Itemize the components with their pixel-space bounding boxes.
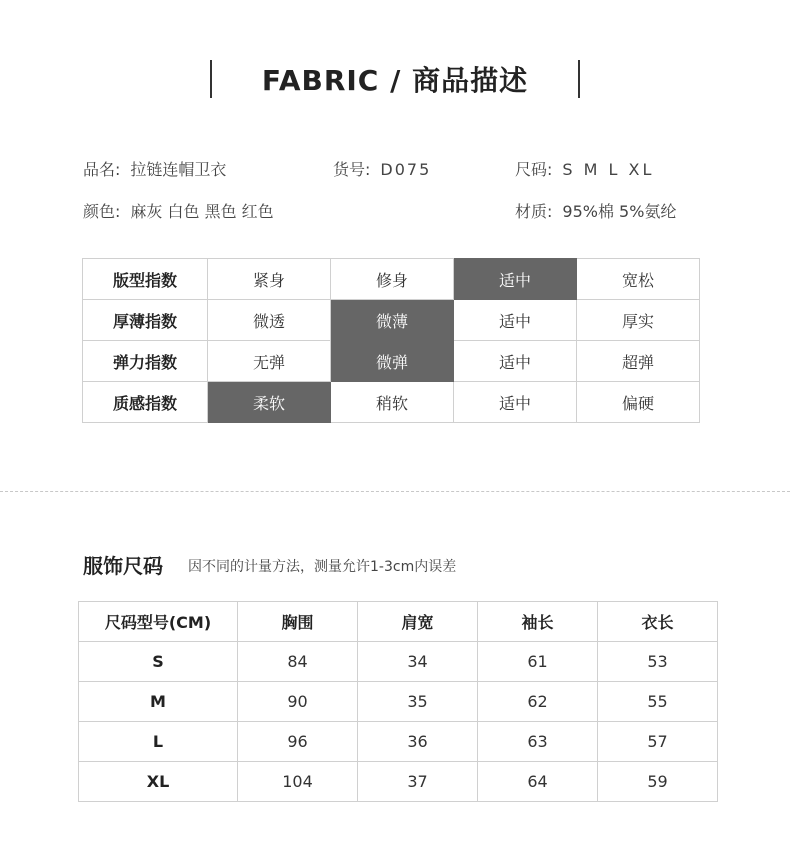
product-name-value: 拉链连帽卫衣 [130, 160, 227, 179]
index-option-selected: 微薄 [331, 300, 454, 341]
size-chart-cell: 104 [238, 762, 358, 802]
section-title [210, 60, 580, 98]
size-chart-cell: 35 [358, 682, 478, 722]
fabric-index-table [82, 258, 700, 423]
size-chart-table [78, 601, 718, 802]
index-option: 无弹 [208, 341, 331, 382]
index-row-label: 版型指数 [83, 259, 208, 300]
index-option: 宽松 [577, 259, 700, 300]
index-option: 适中 [454, 382, 577, 423]
size-chart-size-cell: L [79, 722, 238, 762]
size-chart-header: 袖长 [478, 602, 598, 642]
index-option: 微透 [208, 300, 331, 341]
product-color-value: 麻灰 白色 黑色 红色 [130, 202, 274, 221]
size-chart-header: 衣长 [598, 602, 718, 642]
index-option: 稍软 [331, 382, 454, 423]
size-chart-cell: 55 [598, 682, 718, 722]
product-material [515, 199, 676, 222]
size-chart-header: 肩宽 [358, 602, 478, 642]
size-chart-header: 尺码型号(CM) [79, 602, 238, 642]
size-chart-cell: 36 [358, 722, 478, 762]
size-chart-cell: 37 [358, 762, 478, 802]
size-chart-cell: 96 [238, 722, 358, 762]
size-chart-note: 因不同的计量方法，测量允许1-3cm内误差 [188, 559, 457, 575]
size-chart-row [79, 722, 718, 762]
size-chart-size-cell: S [79, 642, 238, 682]
product-color-label: 颜色: [83, 202, 121, 221]
product-sku [333, 157, 431, 180]
size-chart-size-cell: M [79, 682, 238, 722]
product-sku-label: 货号: [333, 160, 371, 179]
index-row [83, 341, 700, 382]
size-chart-cell: 64 [478, 762, 598, 802]
index-option-selected: 柔软 [208, 382, 331, 423]
index-row [83, 259, 700, 300]
size-chart-cell: 63 [478, 722, 598, 762]
index-option-selected: 微弹 [331, 341, 454, 382]
product-name-label: 品名: [83, 160, 121, 179]
index-option: 偏硬 [577, 382, 700, 423]
product-size-label: 尺码: [515, 160, 553, 179]
index-row-label: 弹力指数 [83, 341, 208, 382]
product-size-value: S M L XL [562, 160, 655, 179]
size-chart-cell: 34 [358, 642, 478, 682]
size-chart-size-cell: XL [79, 762, 238, 802]
title-divider-left [210, 60, 212, 98]
index-option: 厚实 [577, 300, 700, 341]
product-material-label: 材质: [515, 202, 553, 221]
size-chart-cell: 59 [598, 762, 718, 802]
size-chart-row [79, 682, 718, 722]
index-option: 紧身 [208, 259, 331, 300]
product-size [515, 157, 654, 180]
product-color [83, 199, 274, 222]
product-name [83, 157, 226, 180]
size-chart-header: 胸围 [238, 602, 358, 642]
product-material-value: 95%棉 5%氨纶 [562, 202, 677, 221]
page-title: FABRIC / 商品描述 [261, 64, 529, 97]
size-chart-row [79, 642, 718, 682]
index-row-label: 质感指数 [83, 382, 208, 423]
index-option: 修身 [331, 259, 454, 300]
index-row-label: 厚薄指数 [83, 300, 208, 341]
size-chart-cell: 57 [598, 722, 718, 762]
title-divider-right [578, 60, 580, 98]
size-chart-cell: 84 [238, 642, 358, 682]
index-option: 超弹 [577, 341, 700, 382]
size-chart-row [79, 762, 718, 802]
index-row [83, 382, 700, 423]
index-option: 适中 [454, 341, 577, 382]
size-chart-cell: 90 [238, 682, 358, 722]
size-chart-cell: 62 [478, 682, 598, 722]
index-option: 适中 [454, 300, 577, 341]
size-chart-cell: 53 [598, 642, 718, 682]
size-chart-cell: 61 [478, 642, 598, 682]
size-chart-title: 服饰尺码 [83, 554, 163, 578]
section-divider [0, 491, 790, 492]
index-row [83, 300, 700, 341]
index-option-selected: 适中 [454, 259, 577, 300]
product-sku-value: D075 [380, 160, 432, 179]
